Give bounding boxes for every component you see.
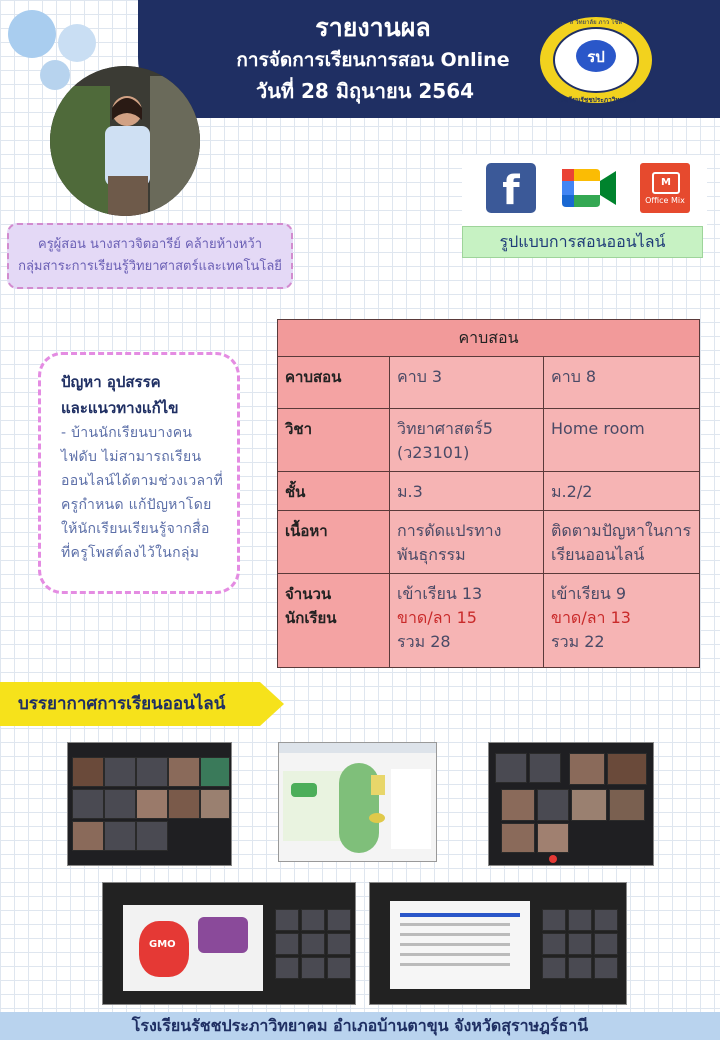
table-row: [278, 472, 700, 511]
decor-bubble: [8, 10, 56, 58]
total-count: รวม 28: [397, 632, 451, 651]
teacher-portrait: [50, 66, 200, 216]
screenshot-meet-grid-1: [67, 742, 232, 866]
table-header-row: [278, 320, 700, 357]
svg-text:โรงเรียนรัชชประภาวิทยาคม: โรงเรียนรัชชประภาวิทยาคม: [556, 96, 636, 104]
table-cell: คาบ 3: [390, 357, 544, 409]
table-cell: [544, 574, 700, 668]
office-mix-label: Office Mix: [645, 196, 685, 205]
schedule-table: [277, 319, 700, 668]
table-header: คาบสอน: [278, 320, 700, 357]
table-cell: การดัดแปรทางพันธุกรรม: [390, 511, 544, 574]
decor-bubble: [58, 24, 96, 62]
facebook-icon: f: [486, 163, 536, 213]
screenshot-meet-grid-2: [488, 742, 654, 866]
svg-text:ส วิทยาลัย ภาว โชติ: ส วิทยาลัย ภาว โชติ: [569, 19, 623, 26]
screenshot-lesson-slide: [278, 742, 437, 862]
table-cell: วิทยาศาสตร์5 (ว23101): [390, 409, 544, 472]
table-row: [278, 574, 700, 668]
table-cell: [390, 574, 544, 668]
table-cell: คาบ 8: [544, 357, 700, 409]
absent-count: ขาด/ลา 15: [397, 608, 477, 627]
row-label: วิชา: [278, 409, 390, 472]
decor-bubble: [40, 60, 70, 90]
problem-box: [38, 352, 240, 594]
problem-text: - บ้านนักเรียนบางคน ไฟดับ ไม่สามารถเรียน ออนไลน์ได้ตามช่วงเวลาที่ ครูกำหนด แก้ปัญหาโดย ให้นักเรียนเรียนรู้จากสื่อ ที่ครูโพสต์ลงไว้ในกลุ่ม: [61, 425, 224, 561]
teacher-department: กลุ่มสาระการเรียนรู้วิทยาศาสตร์และเทคโนโลยี: [18, 259, 282, 274]
table-cell: Home room: [544, 409, 700, 472]
absent-count: ขาด/ลา 13: [551, 608, 631, 627]
table-row: [278, 409, 700, 472]
school-logo: [537, 14, 655, 106]
report-title: รายงานผล: [315, 13, 431, 42]
table-row: [278, 357, 700, 409]
table-row: [278, 511, 700, 574]
screenshot-worksheet-lesson: [369, 882, 627, 1005]
platforms-caption: รูปแบบการสอนออนไลน์: [462, 226, 703, 258]
table-cell: ติดตามปัญหาในการเรียนออนไลน์: [544, 511, 700, 574]
total-count: รวม 22: [551, 632, 605, 651]
row-label: จำนวน นักเรียน: [278, 574, 390, 668]
row-label: ชั้น: [278, 472, 390, 511]
teacher-info: [7, 223, 293, 289]
atmosphere-banner: บรรยากาศการเรียนออนไลน์: [0, 682, 260, 726]
gmo-label: GMO: [149, 939, 176, 950]
banner-arrow: [260, 682, 284, 726]
row-label: เนื้อหา: [278, 511, 390, 574]
problem-title: ปัญหา อุปสรรค และแนวทางแก้ไข: [61, 373, 179, 417]
attend-count: เข้าเรียน 9: [551, 584, 627, 603]
school-footer: โรงเรียนรัชชประภาวิทยาคม อำเภอบ้านตาขุน จังหวัดสุราษฎร์ธานี: [0, 1012, 720, 1040]
table-cell: ม.2/2: [544, 472, 700, 511]
table-cell: ม.3: [390, 472, 544, 511]
teacher-name: ครูผู้สอน นางสาวจิตอารีย์ คล้ายห้างหว้า: [38, 237, 262, 252]
screenshot-gmo-lesson: [102, 882, 356, 1005]
office-mix-glyph: M: [652, 172, 680, 194]
row-label: คาบสอน: [278, 357, 390, 409]
attend-count: เข้าเรียน 13: [397, 584, 483, 603]
report-subtitle: การจัดการเรียนการสอน Online: [236, 49, 510, 71]
report-date: วันที่ 28 มิถุนายน 2564: [255, 79, 475, 103]
svg-text:รป: รป: [587, 48, 605, 66]
google-meet-icon: [560, 163, 620, 213]
